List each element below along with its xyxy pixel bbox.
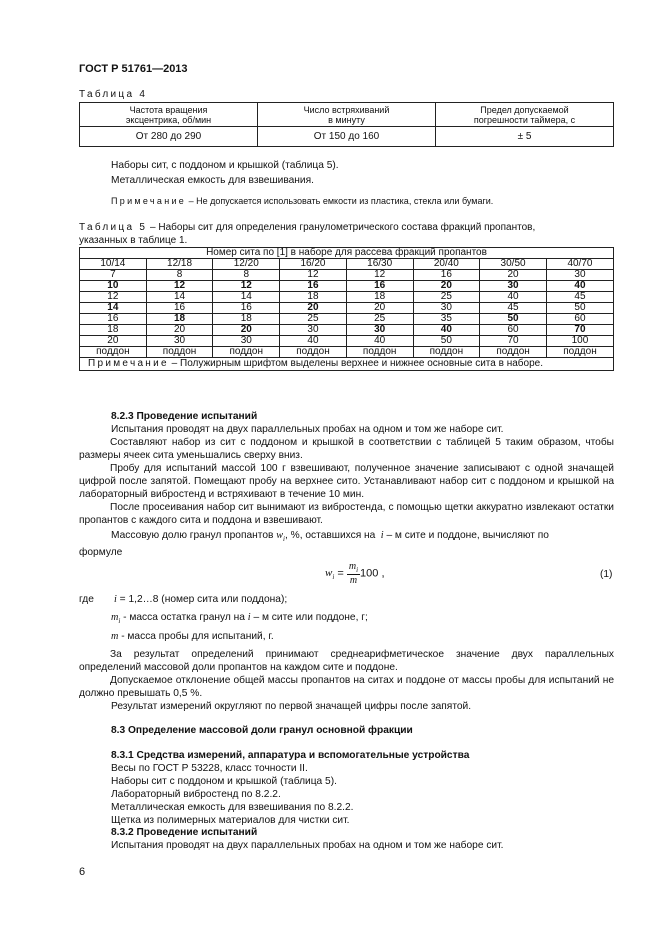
- table4-header-text: эксцентрика, об/мин: [125, 114, 212, 125]
- table4-cell: От 150 до 160: [258, 127, 436, 147]
- section-8-2-3-title: 8.2.3 Проведение испытаний: [111, 411, 258, 422]
- table5: [79, 247, 614, 371]
- table4-header-cell: [436, 103, 614, 127]
- table5-cell: 16: [80, 314, 147, 325]
- table5-caption-line2: указанных в таблице 1.: [79, 235, 188, 246]
- table5-cell: 70: [480, 336, 547, 347]
- definition: m - масса пробы для испытаний, г.: [111, 631, 274, 642]
- table-row: [80, 270, 614, 281]
- table4-header-cell: [258, 103, 436, 127]
- table5-cell: 20: [280, 303, 347, 314]
- table5-group-header: Номер сита по [1] в наборе для рассева фракций пропантов: [80, 248, 614, 259]
- table5-cell: 100: [546, 336, 613, 347]
- paragraph: Испытания проводят на двух параллельных пробах на одном и том же наборе сит.: [111, 840, 504, 851]
- table5-cell: поддон: [80, 347, 147, 358]
- table5-column-header: 12/18: [146, 259, 213, 270]
- table5-cell: 40: [346, 336, 413, 347]
- table5-cell: 40: [413, 325, 480, 336]
- table5-cell: 30: [480, 281, 547, 292]
- note-text: – Не допускается использовать емкости из пластика, стекла или бумаги.: [186, 196, 494, 206]
- text: – м сите и поддоне, вычисляют по: [386, 530, 549, 541]
- table5-cell: 18: [80, 325, 147, 336]
- paragraph: Составляют набор из сит с поддоном и крышкой в соответствии с таблицей 5 таким образом, чтобы размеры ячеек сита уменьшались сверху вниз.: [79, 437, 614, 461]
- table5-cell: 30: [280, 325, 347, 336]
- table4-header-text: в минуту: [328, 114, 365, 125]
- paragraph-formula-intro: Массовую долю гранул пропантов $w_i$, %, оставшихся на i – м сите и поддоне, вычисляют по: [111, 530, 549, 544]
- table5-cell: поддон: [546, 347, 613, 358]
- table5-column-header: 40/70: [546, 259, 613, 270]
- table5-cell: 16: [213, 303, 280, 314]
- table5-cell: 16: [346, 281, 413, 292]
- table4-header-text: Частота вращения: [129, 104, 208, 115]
- text: , %, оставшихся на: [285, 530, 376, 541]
- table5-cell: 20: [146, 325, 213, 336]
- text: – м сите или поддоне, г;: [250, 612, 368, 623]
- table5-cell: 20: [480, 270, 547, 281]
- table5-cell: 50: [546, 303, 613, 314]
- paragraph: После просеивания набор сит вынимают из вибростенда, с помощью щетки аккуратно извлекают остатки пропантов с каждого сита и поддона и взвешивают.: [79, 502, 614, 526]
- text: где: [79, 594, 94, 605]
- table5-note: [80, 358, 614, 371]
- table5-cell: 25: [413, 292, 480, 303]
- table5-cell: 20: [80, 336, 147, 347]
- paragraph: Пробу для испытаний массой 100 г взвешивают, полученное значение записывают с одной значащей цифрой после запятой. Помещают пробу на верхнее сито. Устанавливают набор сит с поддоном и крышкой на лабораторный вибростенд и встряхивают в течение 10 мин.: [79, 463, 614, 500]
- paragraph: Результат измерений округляют по первой значащей цифры после запятой.: [111, 701, 472, 712]
- table5-cell: поддон: [413, 347, 480, 358]
- table5-caption: [79, 222, 535, 233]
- table5-cell: 18: [346, 292, 413, 303]
- table5-cell: 8: [146, 270, 213, 281]
- table4-header-text: погрешности таймера, с: [473, 114, 576, 125]
- note-label: Примечание: [111, 196, 187, 206]
- table5-cell: 35: [413, 314, 480, 325]
- table5-cell: 18: [213, 314, 280, 325]
- table5-cell: 18: [146, 314, 213, 325]
- table5-cell: 12: [213, 281, 280, 292]
- table5-column-header: 16/30: [346, 259, 413, 270]
- definition: i = 1,2…8 (номер сита или поддона);: [114, 594, 288, 605]
- table5-cell: 30: [546, 270, 613, 281]
- table5-cell: поддон: [480, 347, 547, 358]
- table5-cell: 25: [346, 314, 413, 325]
- table-row: [80, 281, 614, 292]
- table4-cell: ± 5: [436, 127, 614, 147]
- equipment-item: Металлическая емкость для взвешивания.: [111, 175, 314, 186]
- table5-cell: 30: [146, 336, 213, 347]
- table5-column-header: 10/14: [80, 259, 147, 270]
- table5-caption-label: Таблица 5: [79, 222, 148, 233]
- list-item: Металлическая емкость для взвешивания по 8.2.2.: [111, 802, 354, 813]
- note-1: [111, 196, 493, 206]
- table5-cell: 20: [213, 325, 280, 336]
- table5-cell: 50: [480, 314, 547, 325]
- document-header: ГОСТ Р 51761—2013: [79, 63, 188, 75]
- definition: $m_i$ - масса остатка гранул на i – м сите или поддоне, г;: [111, 612, 368, 626]
- table5-cell: 12: [280, 270, 347, 281]
- table5-cell: 12: [80, 292, 147, 303]
- table-row: [80, 347, 614, 358]
- table5-cell: 45: [480, 303, 547, 314]
- table5-cell: поддон: [280, 347, 347, 358]
- paragraph: Допускаемое отклонение общей массы пропантов на ситах и поддоне от массы пробы для испытаний не должно превышать 0,5 %.: [79, 675, 614, 699]
- table5-cell: 16: [280, 281, 347, 292]
- table5-cell: 40: [480, 292, 547, 303]
- table4-header-text: Число встряхиваний: [303, 104, 390, 115]
- table5-cell: 30: [413, 303, 480, 314]
- formula: $w_i$ = $\frac{m_i}{m}$ 100 ,: [325, 561, 385, 586]
- list-item: Наборы сит с поддоном и крышкой (таблица 5).: [111, 776, 337, 787]
- table5-cell: 7: [80, 270, 147, 281]
- list-item: Весы по ГОСТ Р 53228, класс точности II.: [111, 763, 308, 774]
- table-row: [80, 303, 614, 314]
- table5-cell: 12: [346, 270, 413, 281]
- table5-column-header: 20/40: [413, 259, 480, 270]
- paragraph: За результат определений принимают среднеарифметическое значение двух параллельных определений массовой доли пропантов на каждом сите и поддоне.: [79, 649, 614, 673]
- table4-header-cell: [80, 103, 258, 127]
- equipment-item: Наборы сит, с поддоном и крышкой (таблица 5).: [111, 160, 339, 171]
- text: формуле: [79, 547, 123, 558]
- table4-header-text: Предел допускаемой: [480, 104, 569, 115]
- section-8-3-title: 8.3 Определение массовой доли гранул основной фракции: [111, 725, 413, 736]
- text: Массовую долю гранул пропантов: [111, 530, 274, 541]
- table4-cell: От 280 до 290: [80, 127, 258, 147]
- table5-cell: 14: [146, 292, 213, 303]
- table5-cell: поддон: [346, 347, 413, 358]
- table-row: [80, 325, 614, 336]
- table-row: [80, 336, 614, 347]
- table5-cell: 10: [80, 281, 147, 292]
- list-item: Щетка из полимерных материалов для чистки сит.: [111, 815, 350, 826]
- table5-column-header: 12/20: [213, 259, 280, 270]
- table5-cell: 70: [546, 325, 613, 336]
- equation-number: (1): [600, 569, 613, 580]
- table-row: [80, 292, 614, 303]
- table5-cell: 45: [546, 292, 613, 303]
- table5-cell: 25: [280, 314, 347, 325]
- table5-cell: 50: [413, 336, 480, 347]
- page-number: 6: [79, 866, 86, 878]
- table5-cell: 12: [146, 281, 213, 292]
- table5-column-header: 30/50: [480, 259, 547, 270]
- table5-cell: 60: [546, 314, 613, 325]
- table5-cell: 14: [80, 303, 147, 314]
- table-row: [80, 314, 614, 325]
- table5-cell: 18: [280, 292, 347, 303]
- table5-cell: 30: [346, 325, 413, 336]
- table5-cell: 16: [146, 303, 213, 314]
- table5-cell: поддон: [213, 347, 280, 358]
- text: = 1,2…8 (номер сита или поддона);: [116, 594, 288, 605]
- table5-cell: 20: [346, 303, 413, 314]
- section-8-3-1-title: 8.3.1 Средства измерений, аппаратура и вспомогательные устройства: [111, 750, 470, 761]
- table5-caption-text: – Наборы сит для определения гранулометрического состава фракций пропантов,: [147, 222, 536, 233]
- text: - масса пробы для испытаний, г.: [121, 631, 274, 642]
- table5-cell: 30: [213, 336, 280, 347]
- table4: [79, 102, 614, 147]
- table5-cell: 40: [280, 336, 347, 347]
- table5-cell: 8: [213, 270, 280, 281]
- table5-cell: поддон: [146, 347, 213, 358]
- section-8-3-2-title: 8.3.2 Проведение испытаний: [111, 827, 258, 838]
- table5-cell: 14: [213, 292, 280, 303]
- list-item: Лабораторный вибростенд по 8.2.2.: [111, 789, 281, 800]
- note-label: Примечание: [88, 358, 169, 369]
- paragraph: Испытания проводят на двух параллельных пробах на одном и том же наборе сит.: [111, 424, 504, 435]
- table5-cell: 60: [480, 325, 547, 336]
- table5-column-header: 16/20: [280, 259, 347, 270]
- text: - масса остатка гранул на: [120, 612, 245, 623]
- table5-cell: 16: [413, 270, 480, 281]
- table5-cell: 40: [546, 281, 613, 292]
- note-text: – Полужирным шрифтом выделены верхнее и нижнее основные сита в наборе.: [168, 358, 543, 369]
- table4-caption: Таблица 4: [79, 89, 148, 100]
- table5-cell: 20: [413, 281, 480, 292]
